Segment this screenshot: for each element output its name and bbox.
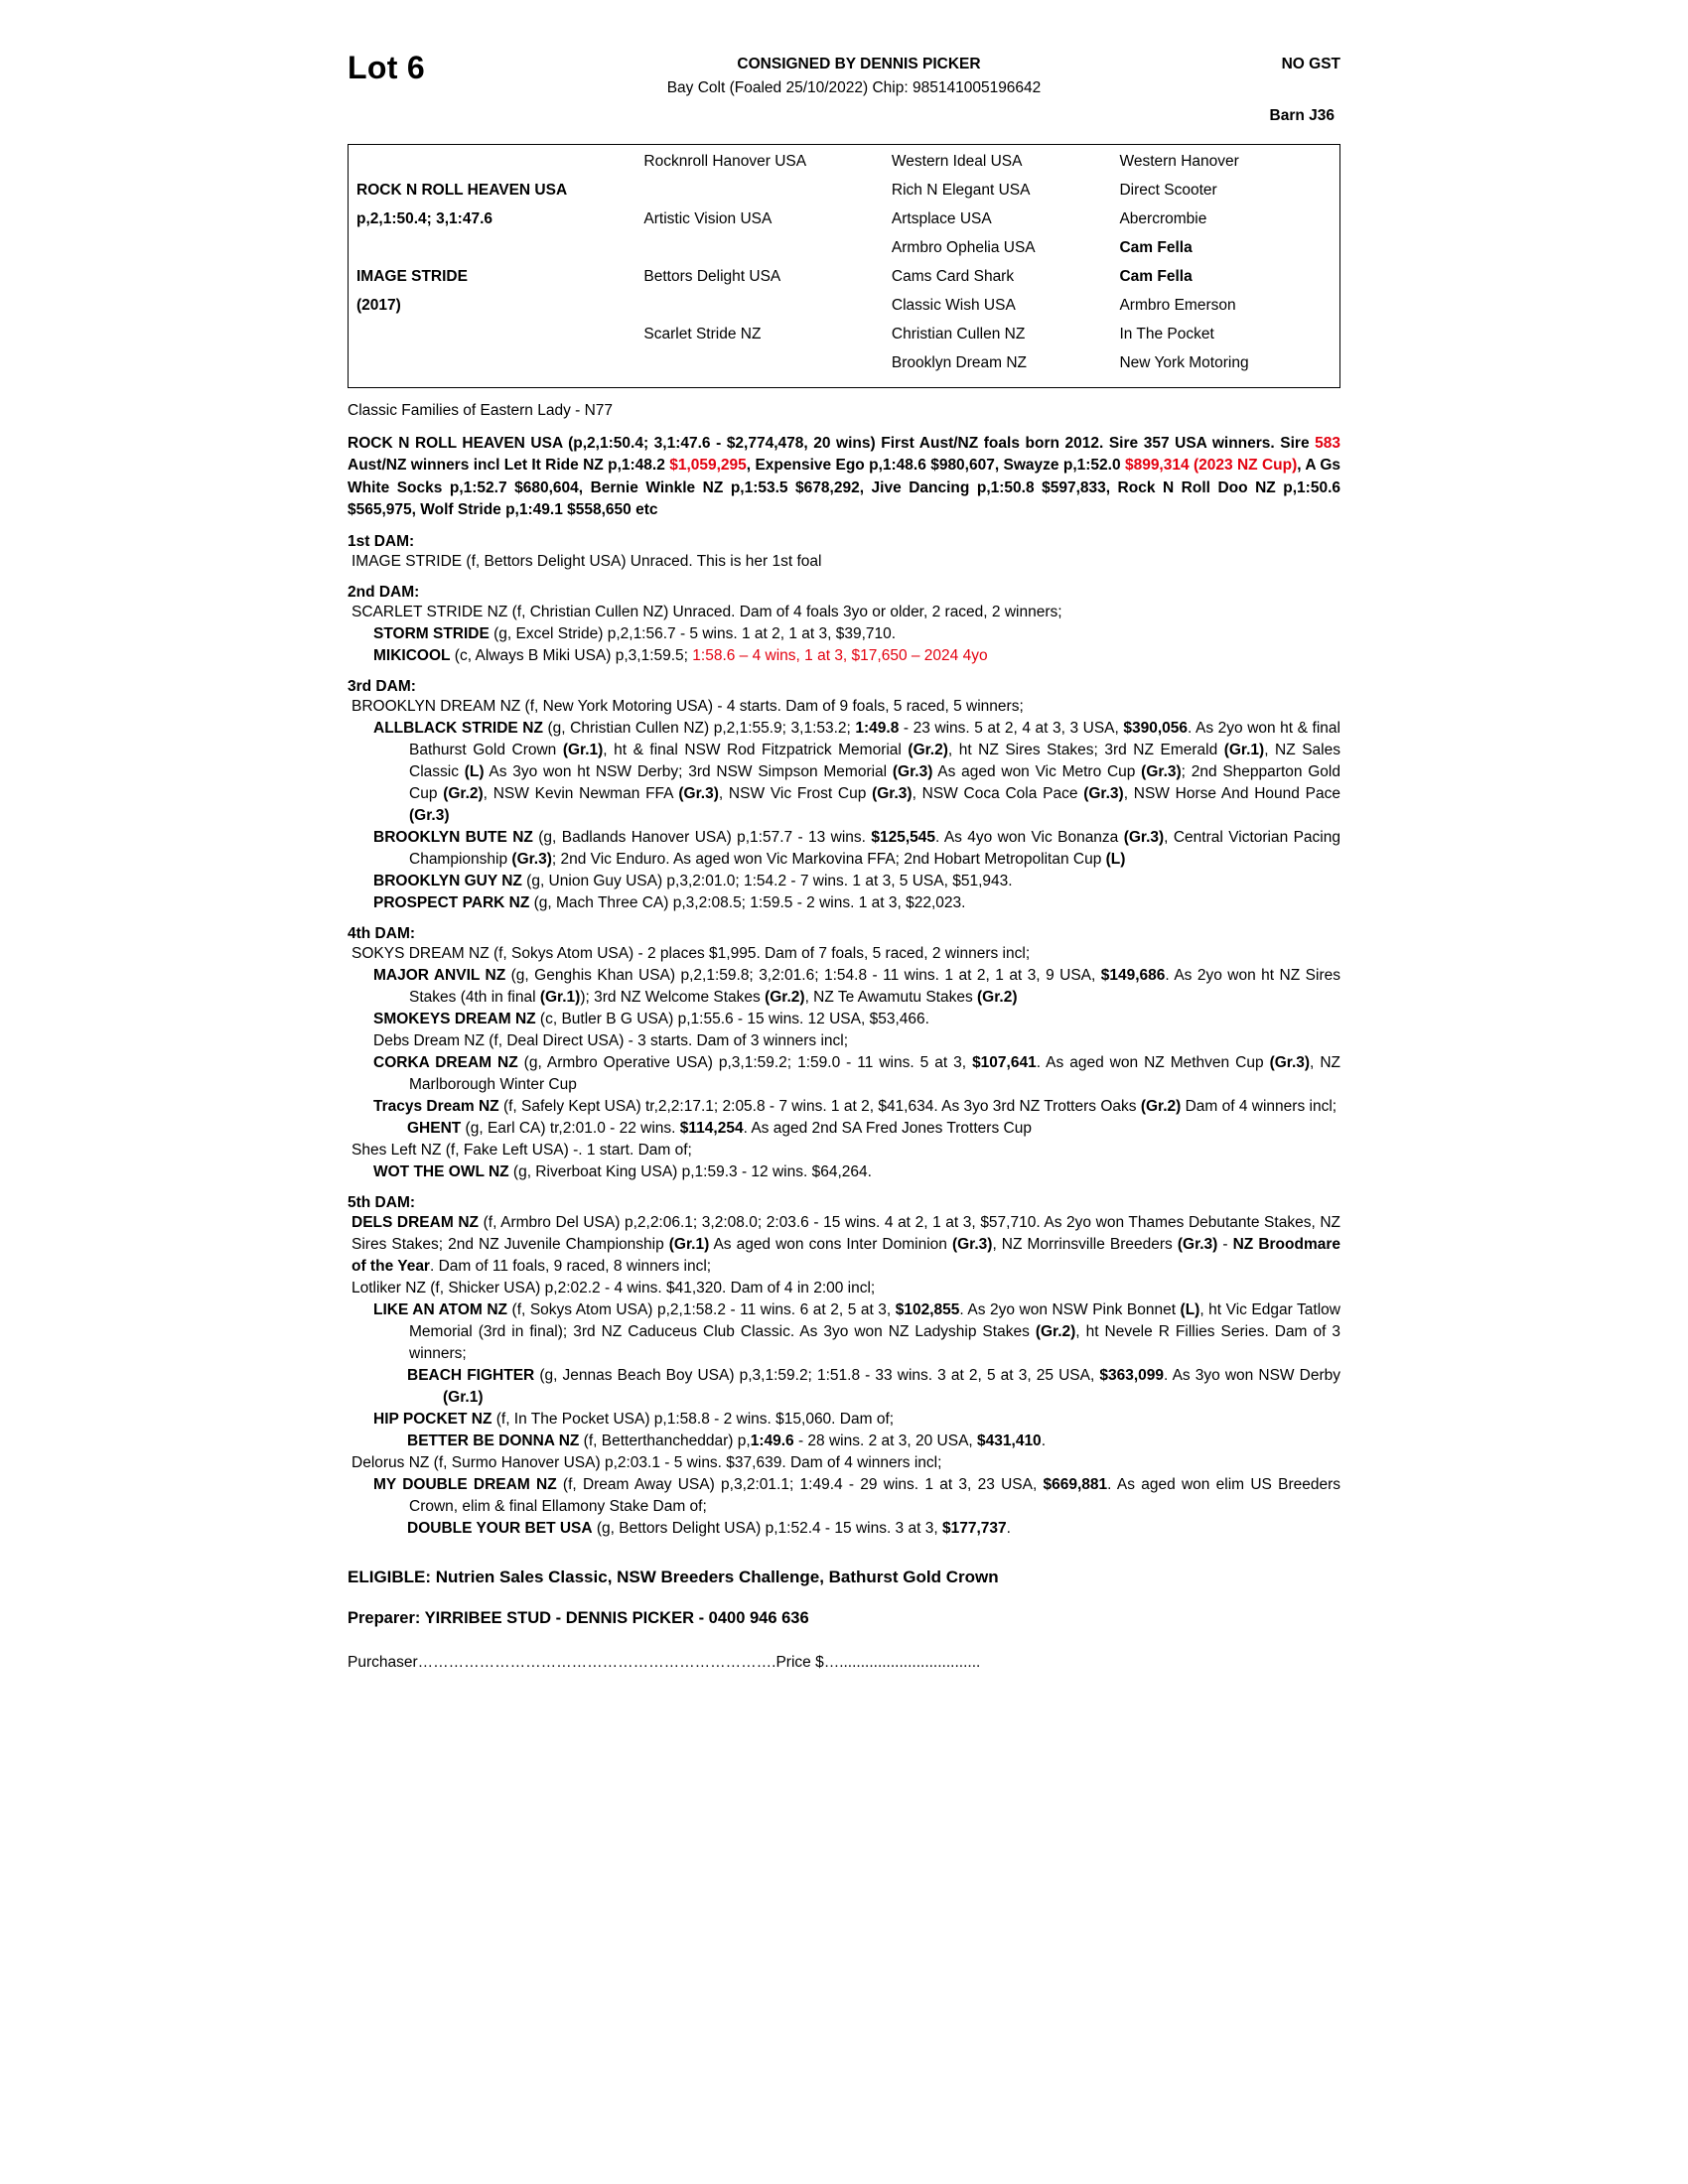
pedigree-entry: BROOKLYN GUY NZ (g, Union Guy USA) p,3,2:01.0; 1:54.2 - 7 wins. 1 at 3, 5 USA, $51,943. xyxy=(373,872,1013,889)
dam-heading: 2nd DAM: xyxy=(348,583,420,601)
pedigree-entry: ALLBLACK STRIDE NZ (g, Christian Cullen NZ) p,2,1:55.9; 3,1:53.2; 1:49.8 - 23 wins. 5 at 2, 4 at 3, 3 USA, $390,056. As 2yo won ht & final Bathurst Gold Crown (Gr.1), ht & final NSW Rod Fitzpatrick Memorial (Gr.2), ht NZ Sires Stakes; 3rd NZ Emerald (Gr.1), NZ Sales Classic (L) As 3yo won ht NSW Derby; 3rd NSW Simpson Memorial (Gr.3) As aged won Vic Metro Cup (Gr.3); 2nd Shepparton Gold Cup (Gr.2), NSW Kevin Newman FFA (Gr.3), NSW Vic Frost Cup (Gr.3), NSW Coca Cola Pace (Gr.3), NSW Horse And Hound Pace (Gr.3) xyxy=(373,719,1340,824)
pedigree-cell: Scarlet Stride NZ xyxy=(643,326,762,342)
pedigree-entry: SCARLET STRIDE NZ (f, Christian Cullen NZ) Unraced. Dam of 4 foals 3yo or older, 2 raced, 2 winners; xyxy=(352,603,1062,620)
pedigree-entry: Shes Left NZ (f, Fake Left USA) -. 1 start. Dam of; xyxy=(352,1141,692,1159)
pedigree-cell: In The Pocket xyxy=(1119,326,1214,342)
pedigree-entry: SMOKEYS DREAM NZ (c, Butler B G USA) p,1:55.6 - 15 wins. 12 USA, $53,466. xyxy=(373,1010,929,1027)
pedigree-cell: Rich N Elegant USA xyxy=(891,182,1031,199)
pedigree-entry: STORM STRIDE (g, Excel Stride) p,2,1:56.7 - 5 wins. 1 at 2, 1 at 3, $39,710. xyxy=(373,624,897,642)
pedigree-cell: Armbro Ophelia USA xyxy=(891,239,1036,256)
pedigree-cell: Western Hanover xyxy=(1119,153,1239,170)
pedigree-entry: GHENT (g, Earl CA) tr,2:01.0 - 22 wins. $114,254. As aged 2nd SA Fred Jones Trotters Cup xyxy=(407,1119,1032,1137)
dam-heading: 4th DAM: xyxy=(348,924,416,942)
pedigree-cell: Artsplace USA xyxy=(891,210,992,227)
pedigree-cell: Armbro Emerson xyxy=(1119,297,1236,314)
pedigree-cell: ROCK N ROLL HEAVEN USA xyxy=(356,182,568,199)
pedigree-entry: Debs Dream NZ (f, Deal Direct USA) - 3 starts. Dam of 3 winners incl; xyxy=(373,1031,849,1049)
lot-number: Lot 6 xyxy=(348,50,425,85)
pedigree-entry: BETTER BE DONNA NZ (f, Betterthancheddar) p,1:49.6 - 28 wins. 2 at 3, 20 USA, $431,410. xyxy=(407,1432,1046,1449)
pedigree-entry: WOT THE OWL NZ (g, Riverboat King USA) p,1:59.3 - 12 wins. $64,264. xyxy=(373,1162,872,1180)
pedigree-entry: SOKYS DREAM NZ (f, Sokys Atom USA) - 2 places $1,995. Dam of 7 foals, 5 raced, 2 winners incl; xyxy=(352,944,1031,962)
pedigree-cell: Cam Fella xyxy=(1119,268,1193,285)
pedigree-entry: HIP POCKET NZ (f, In The Pocket USA) p,1:58.8 - 2 wins. $15,060. Dam of; xyxy=(373,1410,895,1428)
pedigree-entry: BEACH FIGHTER (g, Jennas Beach Boy USA) p,3,1:59.2; 1:51.8 - 33 wins. 3 at 2, 5 at 3, 25 USA, $363,099. As 3yo won NSW Derby (Gr.1) xyxy=(407,1366,1340,1406)
pedigree-entry: MAJOR ANVIL NZ (g, Genghis Khan USA) p,2,1:59.8; 3,2:01.6; 1:54.8 - 11 wins. 1 at 2, 1 at 3, 9 USA, $149,686. As 2yo won ht NZ Sires Stakes (4th in final (Gr.1)); 3rd NZ Welcome Stakes (Gr.2), NZ Te Awamutu Stakes (Gr.2) xyxy=(373,966,1340,1006)
catalogue-sheet xyxy=(348,50,1340,1672)
pedigree-column-4 xyxy=(1111,145,1339,387)
pedigree-entry: Delorus NZ (f, Surmo Hanover USA) p,2:03.1 - 5 wins. $37,639. Dam of 4 winners incl; xyxy=(352,1453,942,1471)
pedigree-column-1 xyxy=(349,145,635,387)
pedigree-cell: Western Ideal USA xyxy=(891,153,1023,170)
pedigree-entry: BROOKLYN BUTE NZ (g, Badlands Hanover USA) p,1:57.7 - 13 wins. $125,545. As 4yo won Vic Bonanza (Gr.3), Central Victorian Pacing Championship (Gr.3); 2nd Vic Enduro. As aged won Vic Markovina FFA; 2nd Hobart Metropolitan Cup (L) xyxy=(373,828,1340,868)
pedigree-cell: p,2,1:50.4; 3,1:47.6 xyxy=(356,210,492,227)
pedigree-cell: Cams Card Shark xyxy=(891,268,1015,285)
dam-heading: 5th DAM: xyxy=(348,1193,416,1211)
horse-description: Bay Colt (Foaled 25/10/2022) Chip: 985141005196642 xyxy=(666,79,1042,96)
sire-summary-paragraph: ROCK N ROLL HEAVEN USA (p,2,1:50.4; 3,1:47.6 - $2,774,478, 20 wins) First Aust/NZ foals born 2012. Sire 357 USA winners. Sire 583 Aust/NZ winners incl Let It Ride NZ p,1:48.2 $1,059,295, Expensive Ego p,1:48.6 $980,607, Swayze p,1:52.0 $899,314 (2023 NZ Cup), A Gs White Socks p,1:52.7 $680,604, Bernie Winkle NZ p,1:53.5 $678,292, Jive Dancing p,1:50.8 $597,833, Rock N Roll Doo NZ p,1:50.6 $565,975, Wolf Stride p,1:49.1 $558,650 etc xyxy=(348,435,1341,519)
dam-heading: 3rd DAM: xyxy=(348,677,416,695)
pedigree-cell: New York Motoring xyxy=(1119,354,1249,371)
pedigree-cell: Abercrombie xyxy=(1119,210,1207,227)
pedigree-cell: Brooklyn Dream NZ xyxy=(891,354,1028,371)
pedigree-entry: DELS DREAM NZ (f, Armbro Del USA) p,2,2:06.1; 3,2:08.0; 2:03.6 - 15 wins. 4 at 2, 1 at 3, $57,710. As 2yo won Thames Debutante Stakes, NZ Sires Stakes; 2nd NZ Juvenile Championship (Gr.1) As aged won cons Inter Dominion (Gr.3), NZ Morrinsville Breeders (Gr.3) - NZ Broodmare of the Year. Dam of 11 foals, 9 raced, 8 winners incl; xyxy=(352,1213,1341,1275)
pedigree-cell: Direct Scooter xyxy=(1119,182,1217,199)
pedigree-cell: Cam Fella xyxy=(1119,239,1193,256)
pedigree-entry: IMAGE STRIDE (f, Bettors Delight USA) Unraced. This is her 1st foal xyxy=(352,552,822,570)
preparer-line: Preparer: YIRRIBEE STUD - DENNIS PICKER - 0400 946 636 xyxy=(348,1608,809,1627)
pedigree-table xyxy=(348,144,1340,388)
pedigree-cell: Artistic Vision USA xyxy=(643,210,773,227)
family-line: Classic Families of Eastern Lady - N77 xyxy=(348,402,614,419)
pedigree-entry: DOUBLE YOUR BET USA (g, Bettors Delight USA) p,1:52.4 - 15 wins. 3 at 3, $177,737. xyxy=(407,1519,1011,1537)
pedigree-cell: (2017) xyxy=(356,297,401,314)
dam-sections xyxy=(348,533,1340,1540)
pedigree-cell: Bettors Delight USA xyxy=(643,268,781,285)
dam-heading: 1st DAM: xyxy=(348,532,415,550)
pedigree-cell: Christian Cullen NZ xyxy=(891,326,1026,342)
purchaser-line: Purchaser…………………………………………………………….Price $…................................. xyxy=(348,1653,981,1671)
pedigree-entry: LIKE AN ATOM NZ (f, Sokys Atom USA) p,2,1:58.2 - 11 wins. 6 at 2, 5 at 3, $102,855. As 2yo won NSW Pink Bonnet (L), ht Vic Edgar Tatlow Memorial (3rd in final); 3rd NZ Caduceus Club Classic. As 3yo won NZ Ladyship Stakes (Gr.2), ht Nevele R Fillies Series. Dam of 3 winners; xyxy=(373,1300,1340,1362)
pedigree-entry: MY DOUBLE DREAM NZ (f, Dream Away USA) p,3,2:01.1; 1:49.4 - 29 wins. 1 at 3, 23 USA, $669,881. As aged won elim US Breeders Crown, elim & final Ellamony Stake Dam of; xyxy=(373,1475,1340,1515)
pedigree-cell: Classic Wish USA xyxy=(891,297,1016,314)
pedigree-cell xyxy=(356,237,635,266)
pedigree-cell: IMAGE STRIDE xyxy=(356,268,468,285)
pedigree-column-3 xyxy=(884,145,1112,387)
pedigree-entry: Tracys Dream NZ (f, Safely Kept USA) tr,2,2:17.1; 2:05.8 - 7 wins. 1 at 2, $41,634. As 3yo 3rd NZ Trotters Oaks (Gr.2) Dam of 4 winners incl; xyxy=(373,1097,1337,1115)
pedigree-entry: PROSPECT PARK NZ (g, Mach Three CA) p,3,2:08.5; 1:59.5 - 2 wins. 1 at 3, $22,023. xyxy=(373,893,966,911)
pedigree-entry: BROOKLYN DREAM NZ (f, New York Motoring USA) - 4 starts. Dam of 9 foals, 5 raced, 5 winners; xyxy=(352,697,1024,715)
pedigree-cell: Rocknroll Hanover USA xyxy=(643,153,807,170)
pedigree-entry: MIKICOOL (c, Always B Miki USA) p,3,1:59.5; 1:58.6 – 4 wins, 1 at 3, $17,650 – 2024 4yo xyxy=(373,646,988,664)
barn-number: Barn J36 xyxy=(1269,107,1335,124)
gst-status: NO GST xyxy=(1281,56,1340,72)
page-header xyxy=(348,50,1340,134)
pedigree-entry: Lotliker NZ (f, Shicker USA) p,2:02.2 - 4 wins. $41,320. Dam of 4 in 2:00 incl; xyxy=(352,1279,876,1297)
eligible-line: ELIGIBLE: Nutrien Sales Classic, NSW Breeders Challenge, Bathurst Gold Crown xyxy=(348,1567,999,1586)
pedigree-column-2 xyxy=(635,145,884,387)
consignor-label: CONSIGNED BY DENNIS PICKER xyxy=(737,56,981,72)
pedigree-entry: CORKA DREAM NZ (g, Armbro Operative USA) p,3,1:59.2; 1:59.0 - 11 wins. 5 at 3, $107,641. As aged won NZ Methven Cup (Gr.3), NZ Marlborough Winter Cup xyxy=(373,1053,1340,1093)
